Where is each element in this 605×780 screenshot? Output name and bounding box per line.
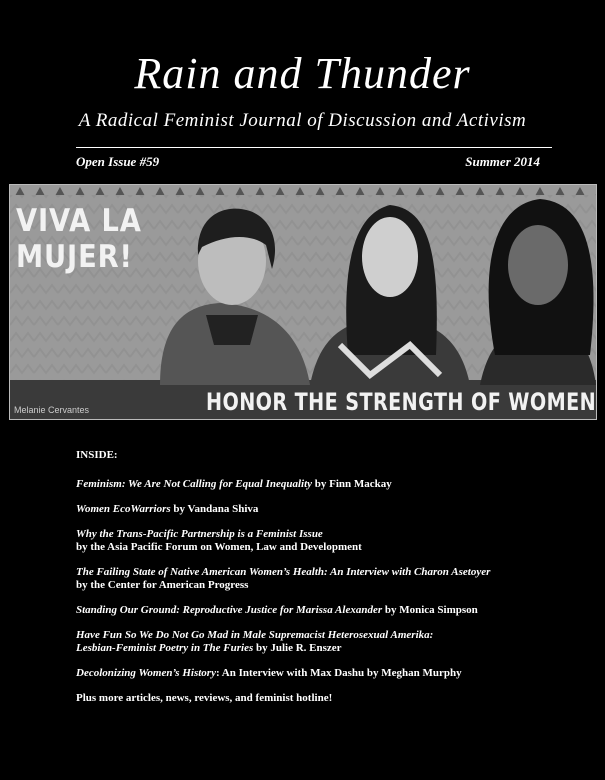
contents-footer: Plus more articles, news, reviews, and feminist hotline!	[76, 692, 333, 704]
masthead-rule	[76, 147, 552, 148]
article-title-continued: Lesbian-Feminist Poetry in The Furies	[76, 642, 254, 654]
article-byline: : An Interview with Max Dashu by Meghan Murphy	[215, 667, 462, 679]
list-item	[76, 629, 576, 655]
masthead-subtitle: A Radical Feminist Journal of Discussion and Activism	[78, 110, 527, 131]
banner-tagline: HONOR THE STRENGTH OF WOMEN	[206, 388, 597, 416]
article-byline: by Julie R. Enszer	[253, 642, 342, 654]
list-item	[76, 528, 576, 554]
article-byline: by the Center for American Progress	[76, 579, 249, 591]
issue-date: Summer 2014	[465, 154, 540, 169]
article-byline: by Vandana Shiva	[170, 503, 259, 515]
cover-banner	[9, 184, 597, 420]
banner-headline: VIVA LA MUJER!	[16, 203, 142, 275]
article-title: Feminism: We Are Not Calling for Equal Inequality	[76, 478, 313, 490]
list-item	[76, 478, 576, 491]
article-title: Standing Our Ground: Reproductive Justice for Marissa Alexander	[76, 604, 383, 616]
article-title: Why the Trans-Pacific Partnership is a Feminist Issue	[76, 528, 323, 540]
contents-heading: INSIDE:	[76, 449, 118, 461]
article-byline: by Finn Mackay	[312, 478, 392, 490]
list-item	[76, 604, 576, 617]
article-byline: by the Asia Pacific Forum on Women, Law and Development	[76, 541, 362, 553]
masthead-title: Rain and Thunder	[134, 49, 471, 98]
article-byline: by Monica Simpson	[382, 604, 478, 616]
list-item	[76, 566, 576, 592]
issue-number: Open Issue #59	[76, 154, 160, 169]
table-of-contents	[76, 449, 576, 705]
list-item	[76, 667, 576, 680]
article-title: The Failing State of Native American Women’s Health: An Interview with Charon Asetoyer	[76, 566, 491, 578]
artist-credit: Melanie Cervantes	[14, 405, 90, 415]
list-item	[76, 503, 576, 516]
article-title: Have Fun So We Do Not Go Mad in Male Supremacist Heterosexual Amerika:	[76, 629, 434, 641]
article-title: Decolonizing Women’s History	[76, 667, 216, 679]
article-title: Women EcoWarriors	[76, 503, 171, 515]
